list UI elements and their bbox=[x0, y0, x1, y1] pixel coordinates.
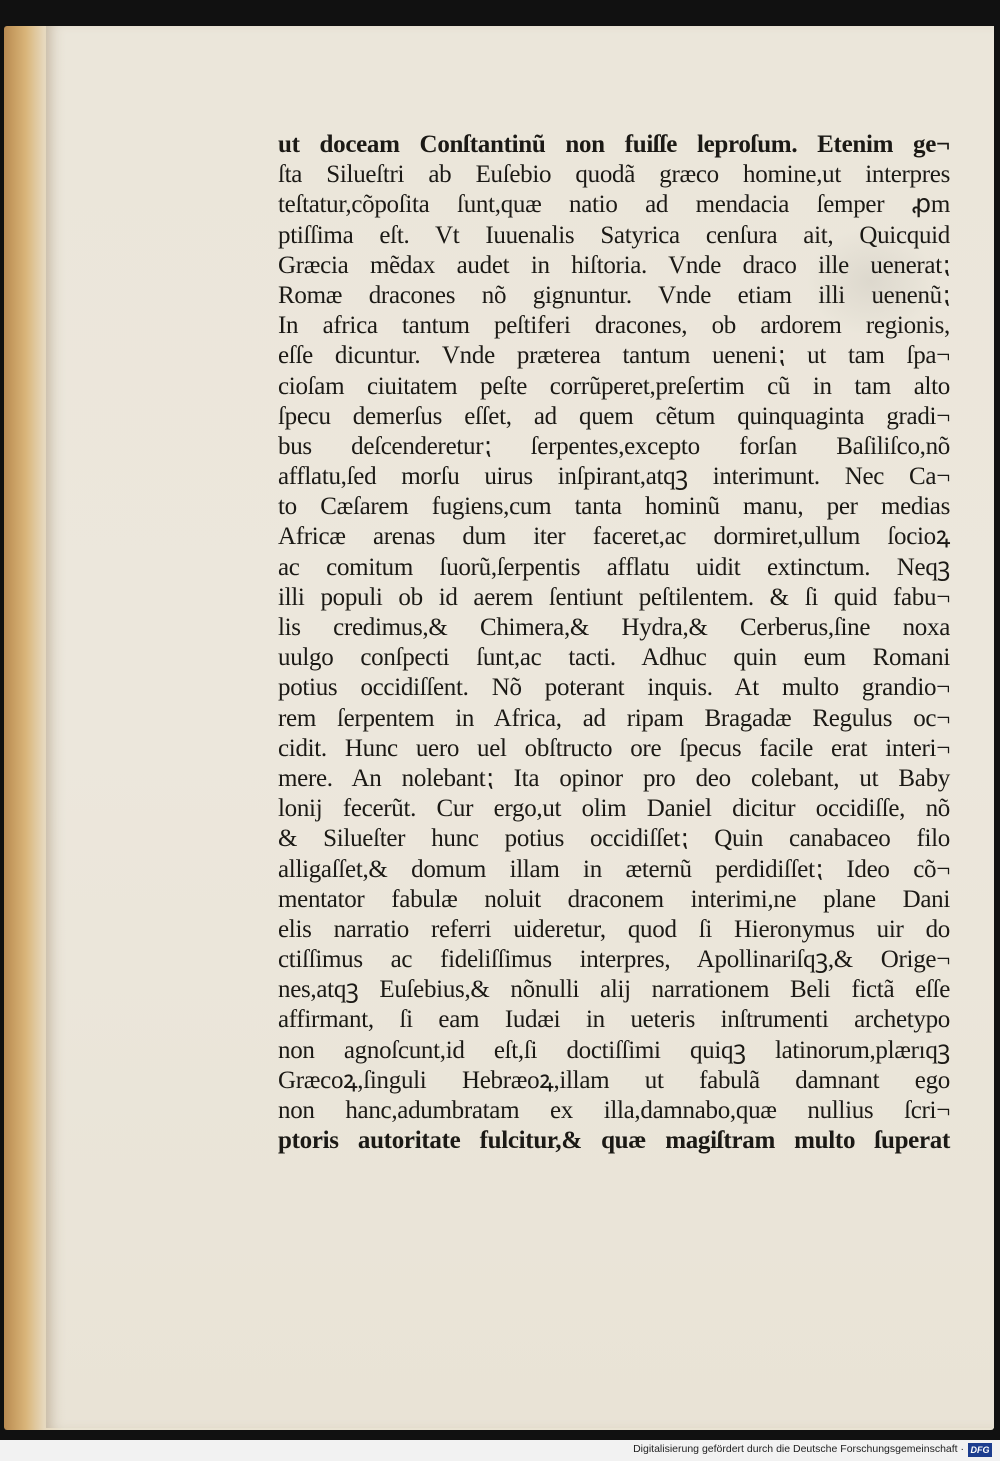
text-line: Africæ arenas dum iter faceret,ac dormiret,ullum ſocioꝝ bbox=[278, 523, 950, 551]
text-line: Græcoꝝ,ſinguli Hebræoꝝ,illam ut fabulã damnant ego bbox=[278, 1066, 950, 1094]
text-line: bus deſcenderetur⁏ ſerpentes,excepto forſan Baſiliſco,nõ bbox=[278, 432, 950, 460]
text-line: Græcia mẽdax audet in hiſtoria. Vnde draco ille uenerat⁏ bbox=[278, 251, 950, 279]
text-line: ac comitum ſuorũ,ſerpentis afflatu uidit extinctum. Neqꝫ bbox=[278, 553, 950, 581]
text-line: mere. An nolebant⁏ Ita opinor pro deo colebant, ut Baby bbox=[278, 764, 950, 792]
text-line: elis narratio referri uideretur, quod ſi Hieronymus uir do bbox=[278, 915, 950, 943]
funding-credit: Digitalisierung gefördert durch die Deutsche Forschungsgemeinschaft · bbox=[633, 1443, 964, 1455]
text-line: mentator fabulæ noluit draconem interimi,ne plane Dani bbox=[278, 885, 950, 913]
text-line: eſſe dicuntur. Vnde præterea tantum ueneni⁏ ut tam ſpa¬ bbox=[278, 342, 950, 370]
text-line: ſta Silueſtri ab Euſebio quodã græco homine,ut interpres bbox=[278, 161, 950, 189]
footer-bar bbox=[0, 1440, 1000, 1461]
text-line: uulgo conſpecti ſunt,ac tacti. Adhuc quin eum Romani bbox=[278, 644, 950, 672]
text-line: lonij fecerũt. Cur ergo,ut olim Daniel dicitur occidiſſe, nõ bbox=[278, 795, 950, 823]
text-line: ptoris autoritate fulcitur,& quæ magiſtram multo ſuperat bbox=[278, 1127, 950, 1155]
text-line: ut doceam Conſtantinũ non fuiſſe leproſum. Etenim ge¬ bbox=[278, 131, 950, 158]
text-line: ſpecu demerſus eſſet, ad quem cẽtum quinquaginta gradi¬ bbox=[278, 402, 950, 430]
text-line: lis credimus,& Chimera,& Hydra,& Cerberus,ſine noxa bbox=[278, 614, 950, 641]
text-line: Romæ dracones nõ gignuntur. Vnde etiam illi uenenũ⁏ bbox=[278, 281, 950, 309]
text-line: non hanc,adumbratam ex illa,damnabo,quæ nullius ſcri¬ bbox=[278, 1097, 950, 1124]
text-line: teſtatur,cõpoſita ſunt,quæ natio ad mendacia ſemper ꝓm bbox=[278, 191, 950, 219]
text-line: & Silueſter hunc potius occidiſſet⁏ Quin canabaceo filo bbox=[278, 825, 950, 853]
text-line: to Cæſarem fugiens,cum tanta hominũ manu, per medias bbox=[278, 493, 950, 521]
text-line: ctiſſimus ac fideliſſimus interpres, Apollinariſqꝫ,& Orige¬ bbox=[278, 946, 950, 974]
text-line: potius occidiſſent. Nõ poterant inquis. At multo grandio¬ bbox=[278, 674, 950, 702]
dfg-logo: DFG bbox=[968, 1443, 992, 1457]
text-line: alligaſſet,& domum illam in æternũ perdidiſſet⁏ Ideo cõ¬ bbox=[278, 855, 950, 883]
text-line: In africa tantum peſtiferi dracones, ob ardorem regionis, bbox=[278, 312, 950, 340]
text-line: cioſam ciuitatem peſte corrũperet,preſertim cũ in tam alto bbox=[278, 372, 950, 400]
text-line: cidit. Hunc uero uel obſtructo ore ſpecus facile erat interi¬ bbox=[278, 734, 950, 762]
text-block bbox=[278, 130, 950, 1156]
text-line: affirmant, ſi eam Iudæi in ueteris inſtrumenti archetypo bbox=[278, 1006, 950, 1034]
text-line: ptiſſima eſt. Vt Iuuenalis Satyrica cenſura ait, Quicquid bbox=[278, 221, 950, 249]
text-line: nes,atqꝫ Euſebius,& nõnulli alij narrationem Beli fictã eſſe bbox=[278, 976, 950, 1004]
text-line: illi populi ob id aerem ſentiunt peſtilentem. & ſi quid fabu¬ bbox=[278, 583, 950, 611]
text-line: non agnoſcunt,id eſt,ſi doctiſſimi quiqꝫ latinorum,plærıqꝫ bbox=[278, 1036, 950, 1064]
text-line: rem ſerpentem in Africa, ad ripam Bragadæ Regulus oc¬ bbox=[278, 704, 950, 732]
text-line: afflatu,ſed morſu uirus inſpirant,atqꝫ interimunt. Nec Ca¬ bbox=[278, 463, 950, 491]
